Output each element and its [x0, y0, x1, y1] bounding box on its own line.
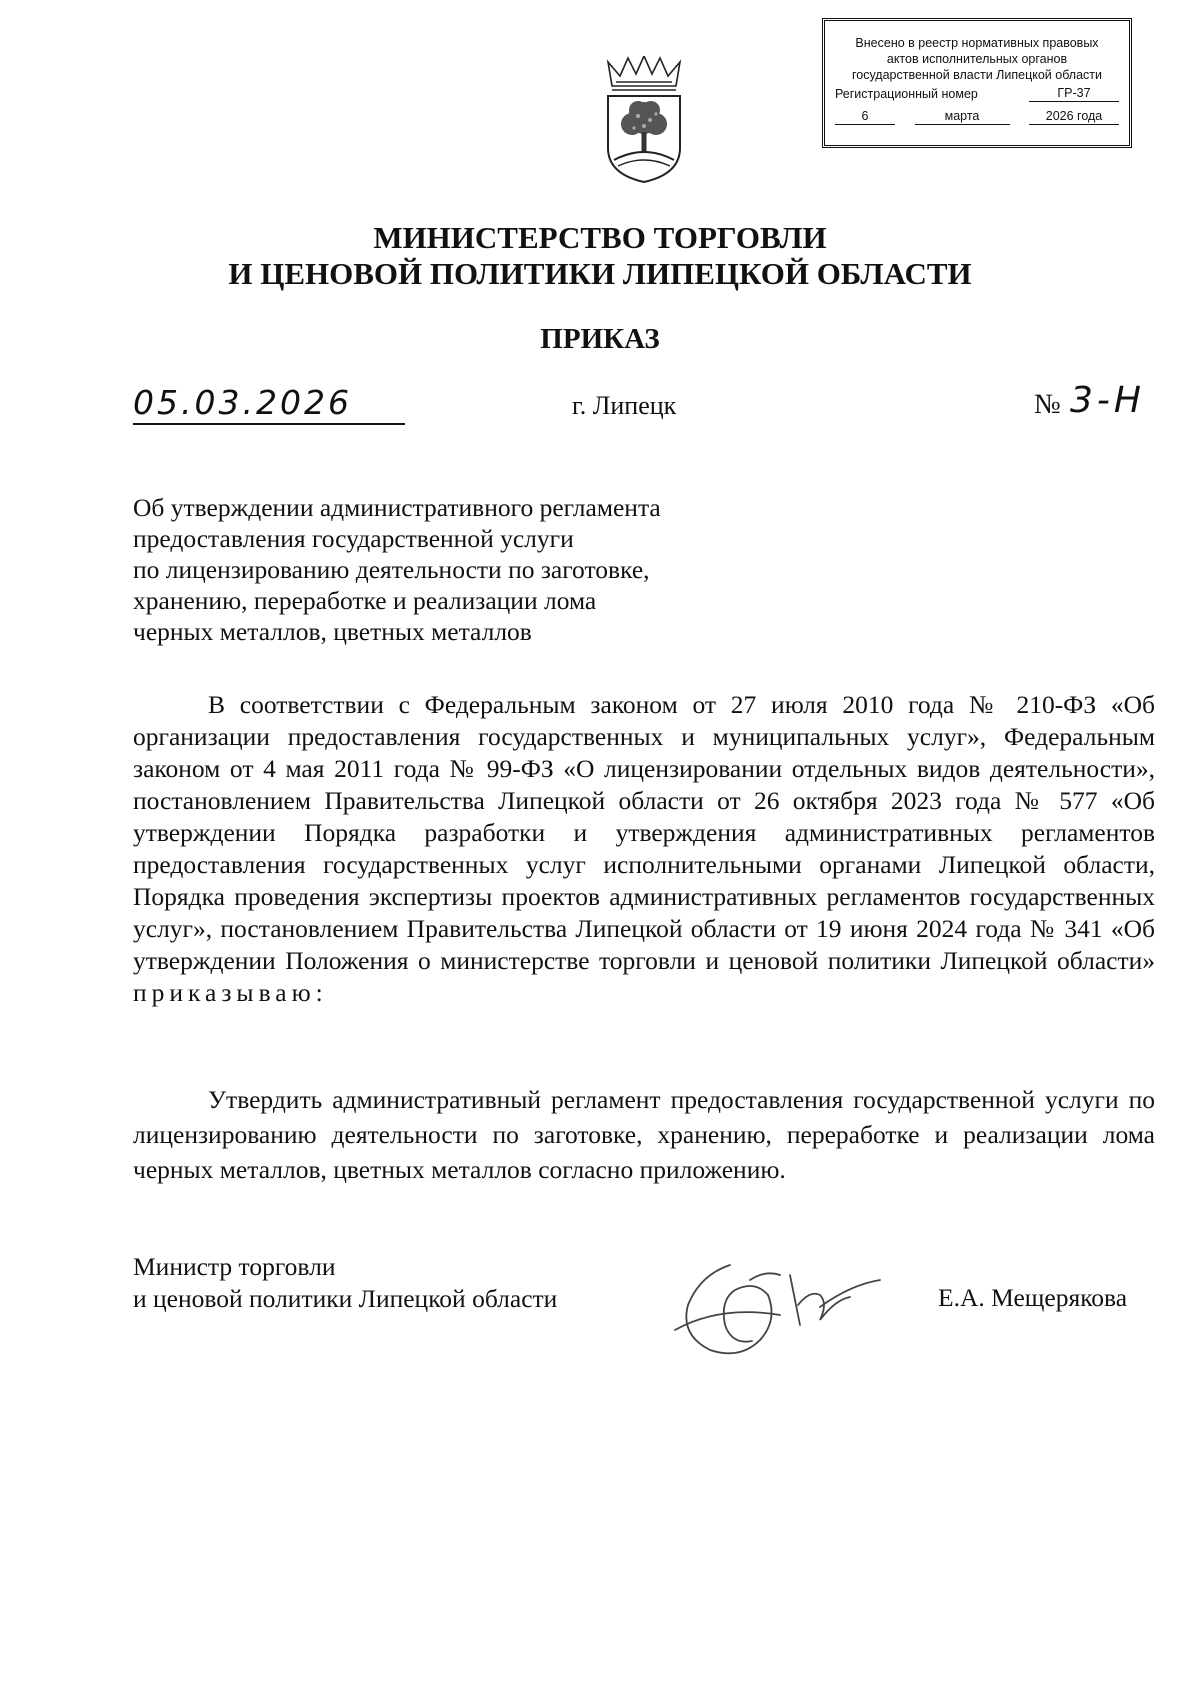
stamp-reg-number: ГР-37: [1029, 85, 1119, 102]
signatory-title-line1: Министр торговли: [133, 1252, 336, 1281]
lipetsk-coat-of-arms-icon: [598, 56, 690, 184]
ministry-name-line2: И ЦЕНОВОЙ ПОЛИТИКИ ЛИПЕЦКОЙ ОБЛАСТИ: [228, 256, 972, 291]
order-title: ПРИКАЗ: [540, 323, 660, 355]
subject-line: по лицензированию деятельности по заготовке,: [133, 555, 650, 584]
subject-line: Об утверждении административного регламента: [133, 493, 661, 522]
ministry-name-line1: МИНИСТЕРСТВО ТОРГОВЛИ: [373, 220, 827, 255]
stamp-line: государственной власти Липецкой области: [851, 68, 1103, 82]
order-number-label: №: [1034, 389, 1061, 420]
stamp-month: марта: [915, 108, 1010, 125]
order-number: 3-Н: [1070, 380, 1145, 421]
body-paragraph-2: Утвердить административный регламент предоставления государственной услуги по лицензированию деятельности по заготовке, хранению, переработке и реализации лома черных металлов, цветных металлов согласно приложению.: [133, 1085, 1155, 1184]
order-date: 05.03.2026: [133, 383, 405, 425]
order-city: г. Липецк: [572, 391, 677, 420]
stamp-day: 6: [835, 108, 895, 125]
subject-line: хранению, переработке и реализации лома: [133, 586, 597, 615]
stamp-year: 2026 года: [1029, 108, 1119, 125]
stamp-registration-row: [831, 85, 1123, 102]
stamp-line: актов исполнительных органов: [886, 52, 1068, 66]
stamp-reg-label: Регистрационный номер: [835, 87, 978, 101]
signatory-title: [133, 1251, 557, 1315]
signatory-title-line2: и ценовой политики Липецкой области: [133, 1284, 558, 1313]
body-paragraph-1: [133, 689, 1155, 1009]
legal-basis-text: В соответствии с Федеральным законом от 27 июля 2010 года № 210-ФЗ «Об организации предоставления государственных и муниципальных услуг», Федеральным законом от 4 мая 2011 года № 99-ФЗ «О лицензировании отдельных видов деятельности», постановлением Правительства Липецкой области от 26 октября 2023 года № 577 «Об утверждении Порядка разработки и утверждения административных регламентов предоставления государственных услуг исполнительными органами Липецкой области, Порядка проведения экспертизы проектов административных регламентов государственных услуг», постановлением Правительства Липецкой области от 19 июня 2024 года № 341 «Об утверждении Положения о министерстве торговли и ценовой политики Липецкой области»: [133, 690, 1155, 975]
subject-line: предоставления государственной услуги: [133, 524, 574, 553]
decree-word: приказываю:: [133, 978, 328, 1007]
subject-line: черных металлов, цветных металлов: [133, 617, 532, 646]
stamp-date-row: [831, 108, 1123, 125]
handwritten-signature-icon: [670, 1245, 900, 1365]
signatory-name: Е.А. Мещерякова: [938, 1283, 1128, 1312]
order-subject: [133, 492, 773, 647]
registry-stamp: [822, 18, 1132, 148]
stamp-line: Внесено в реестр нормативных правовых: [855, 36, 1099, 50]
